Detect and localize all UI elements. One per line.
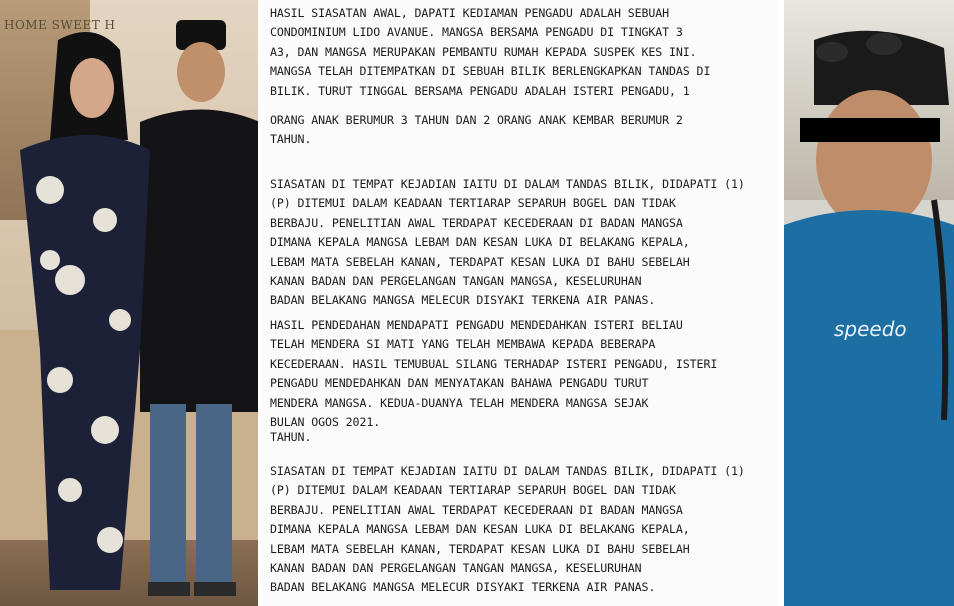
report-line: SIASATAN DI TEMPAT KEJADIAN IAITU DI DALAM TANDAS BILIK, DIDAPATI (1) xyxy=(270,177,745,191)
man-leg-right xyxy=(196,404,232,584)
report-line: KANAN BADAN DAN PERGELANGAN TANGAN MANGSA, KESELURUHAN xyxy=(270,561,642,576)
report-line: SIASATAN DI TEMPAT KEJADIAN IAITU DI DALAM TANDAS BILIK, DIDAPATI (1) xyxy=(270,464,745,478)
paragraph-3 xyxy=(270,175,745,311)
report-line: MANGSA TELAH DITEMPATKAN DI SEBUAH BILIK BERLENGKAPKAN TANDAS DI xyxy=(270,64,711,79)
redaction-bar xyxy=(800,118,940,142)
man-shoe-left xyxy=(148,582,190,596)
couple-photo xyxy=(0,0,258,606)
report-line: HASIL SIASATAN AWAL, DAPATI KEDIAMAN PENGADU ADALAH SEBUAH xyxy=(270,6,670,20)
report-line: TAHUN. xyxy=(270,132,312,147)
report-line: BADAN BELAKANG MANGSA MELECUR DISYAKI TERKENA AIR PANAS. xyxy=(270,293,656,308)
report-line: BERBAJU. PENELITIAN AWAL TERDAPAT KECEDERAAN DI BADAN MANGSA xyxy=(270,215,683,230)
paragraph-2 xyxy=(270,111,683,150)
report-line: PENGADU MENDEDAHKAN DAN MENYATAKAN BAHAWA PENGADU TURUT xyxy=(270,376,649,391)
paragraph-6 xyxy=(270,462,745,598)
woman-figure xyxy=(10,20,150,606)
home-sign: HOME SWEET H xyxy=(4,18,116,32)
person-face xyxy=(816,90,932,230)
report-line: CONDOMINIUM LIDO AVANUE. MANGSA BERSAMA PENGADU DI TINGKAT 3 xyxy=(270,25,683,40)
report-line: A3, DAN MANGSA MERUPAKAN PEMBANTU RUMAH KEPADA SUSPEK KES INI. xyxy=(270,44,697,59)
report-line: TELAH MENDERA SI MATI YANG TELAH MEMBAWA KEPADA BEBERAPA xyxy=(270,337,656,352)
suspect-photo xyxy=(784,0,954,606)
report-line: HASIL PENDEDAHAN MENDAPATI PENGADU MENDEDAHKAN ISTERI BELIAU xyxy=(270,318,683,332)
report-line: KECEDERAAN. HASIL TEMUBUAL SILANG TERHADAP ISTERI PENGADU, ISTERI xyxy=(270,356,718,371)
report-line: KANAN BADAN DAN PERGELANGAN TANGAN MANGSA, KESELURUHAN xyxy=(270,274,642,289)
woman-dress xyxy=(20,135,150,590)
report-line: MENDERA MANGSA. KEDUA-DUANYA TELAH MENDERA MANGSA SEJAK xyxy=(270,395,649,410)
man-face xyxy=(177,42,225,102)
woman-face xyxy=(70,58,114,118)
shirt-logo: speedo xyxy=(834,317,907,341)
person-figure xyxy=(784,0,954,606)
report-line: BILIK. TURUT TINGGAL BERSAMA PENGADU ADALAH ISTERI PENGADU, 1 xyxy=(270,83,690,98)
report-line: BULAN OGOS 2021. xyxy=(270,415,381,430)
report-line: BADAN BELAKANG MANGSA MELECUR DISYAKI TERKENA AIR PANAS. xyxy=(270,580,656,595)
report-line: DIMANA KEPALA MANGSA LEBAM DAN KESAN LUKA DI BELAKANG KEPALA, xyxy=(270,522,690,537)
person-shirt xyxy=(784,210,954,606)
man-shirt xyxy=(140,110,258,413)
report-line: LEBAM MATA SEBELAH KANAN, TERDAPAT KESAN LUKA DI BAHU SEBELAH xyxy=(270,541,690,556)
report-line: DIMANA KEPALA MANGSA LEBAM DAN KESAN LUKA DI BELAKANG KEPALA, xyxy=(270,235,690,250)
man-leg-left xyxy=(150,404,186,584)
report-line: BERBAJU. PENELITIAN AWAL TERDAPAT KECEDERAAN DI BADAN MANGSA xyxy=(270,502,683,517)
report-line: (P) DITEMUI DALAM KEADAAN TERTIARAP SEPARUH BOGEL DAN TIDAK xyxy=(270,196,676,211)
report-line: TAHUN. xyxy=(270,430,312,444)
paragraph-4 xyxy=(270,316,717,432)
paragraph-1 xyxy=(270,4,710,101)
report-line: LEBAM MATA SEBELAH KANAN, TERDAPAT KESAN LUKA DI BAHU SEBELAH xyxy=(270,254,690,269)
man-shoe-right xyxy=(194,582,236,596)
police-report-document xyxy=(262,0,778,606)
report-line: (P) DITEMUI DALAM KEADAAN TERTIARAP SEPARUH BOGEL DAN TIDAK xyxy=(270,483,676,498)
report-line: ORANG ANAK BERUMUR 3 TAHUN DAN 2 ORANG ANAK KEMBAR BERUMUR 2 xyxy=(270,113,683,127)
paragraph-5 xyxy=(270,428,311,447)
